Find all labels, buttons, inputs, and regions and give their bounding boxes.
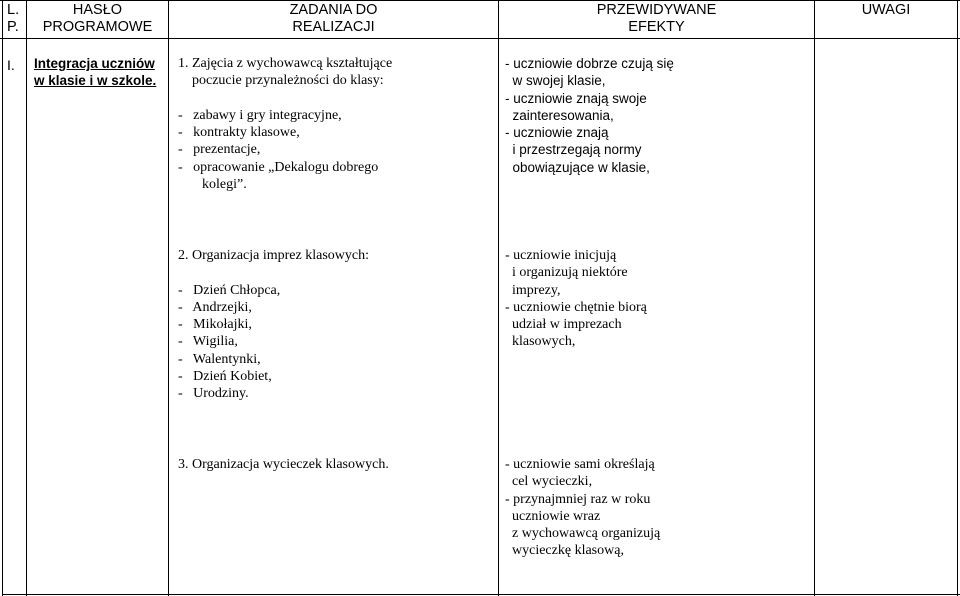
header-number: L. P.: [7, 2, 20, 35]
task-3-effects: - uczniowie sami określają cel wycieczki, - przynajmniej raz w roku uczniowie wraz z wychowawcą organizują wycieczkę klasową,: [505, 457, 661, 559]
table-border-right: [957, 0, 958, 596]
header-remarks: UWAGI: [861, 2, 911, 18]
header-slogan: HASŁO PROGRAMOWE: [42, 2, 153, 35]
task-3-text: 3. Organizacja wycieczek klasowych.: [178, 457, 389, 472]
task-2-effects: - uczniowie inicjują i organizują niektóre imprezy, - uczniowie chętnie biorą udział w imprezach klasowych,: [505, 248, 647, 350]
row-number: I.: [7, 57, 15, 73]
row-slogan: Integracja uczniów w klasie i w szkole.: [34, 56, 157, 89]
task-1-text: 1. Zajęcia z wychowawcą kształtujące poczucie przynależności do klasy: - zabawy i gry integracyjne, - kontrakty klasowe, - prezentacje, - opracowanie „Dekalogu dobrego kolegi”.: [178, 56, 393, 193]
table-border-top: [0, 0, 960, 1]
table-column-divider-2: [168, 0, 169, 596]
header-tasks: ZADANIA DO REALIZACJI: [289, 2, 378, 35]
task-1-effects: - uczniowie dobrze czują się w swojej klasie, - uczniowie znają swoje zainteresowania, - uczniowie znają i przestrzegają normy obowiązujące w klasie,: [505, 56, 674, 175]
table-border-bottom: [2, 594, 960, 595]
table-column-divider-4: [814, 0, 815, 596]
table-header-separator: [0, 38, 960, 39]
table-column-divider-1: [26, 0, 27, 596]
table-column-divider-3: [498, 0, 499, 596]
table-border-left: [2, 0, 3, 596]
task-2-text: 2. Organizacja imprez klasowych: - Dzień Chłopca, - Andrzejki, - Mikołajki, - Wigilia, - Walentynki, - Dzień Kobiet, - Urodziny.: [178, 248, 370, 402]
header-effects: PRZEWIDYWANE EFEKTY: [596, 2, 717, 35]
